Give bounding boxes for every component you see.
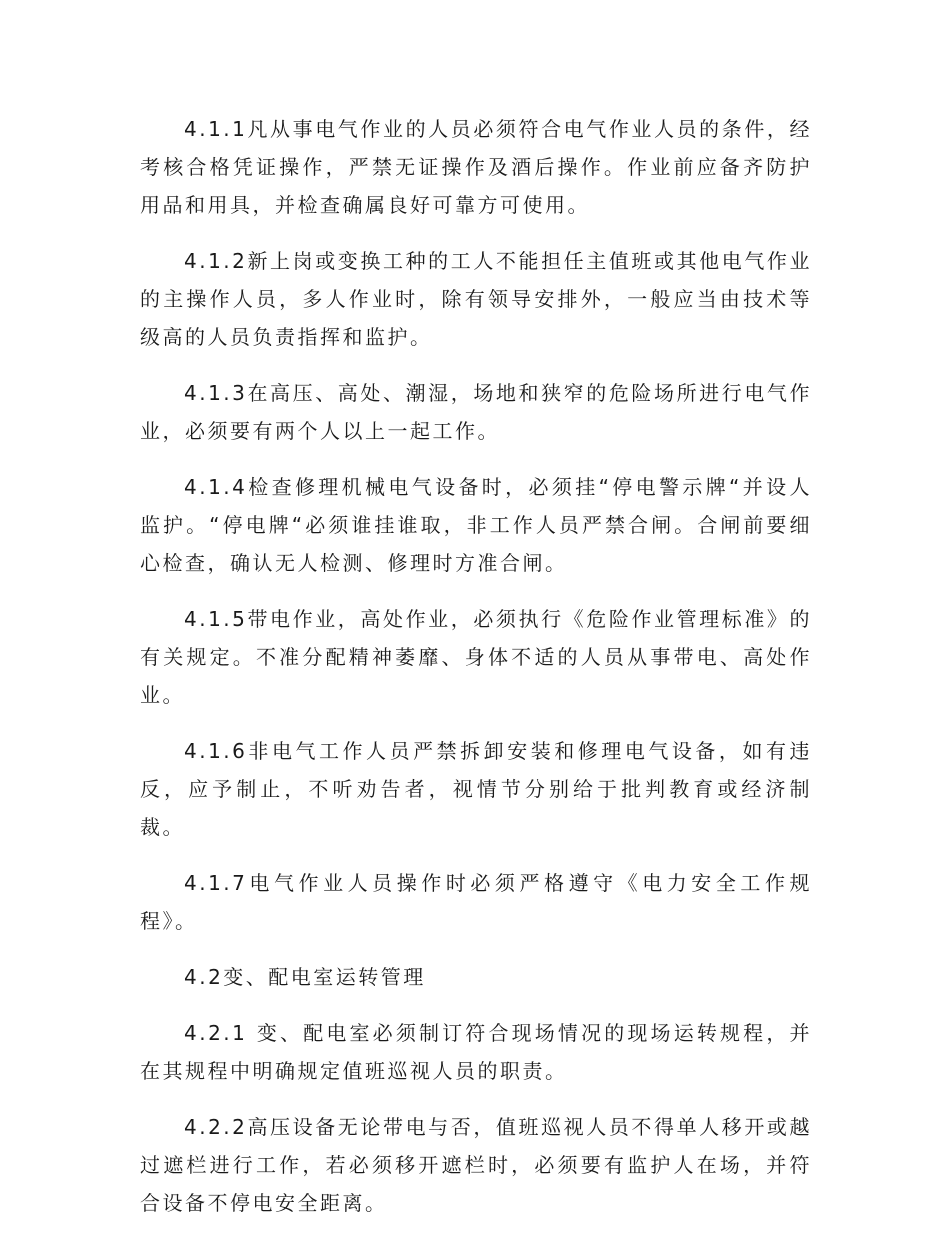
document-body bbox=[140, 110, 812, 1240]
paragraph-4-2-2: 4.2.2高压设备无论带电与否，值班巡视人员不得单人移开或越过遮栏进行工作，若必须移开遮栏时，必须要有监护人在场，并符合设备不停电安全距离。 bbox=[140, 1115, 812, 1215]
paragraph-4-1-4: 4.1.4检查修理机械电气设备时，必须挂“停电警示牌“并设人监护。“停电牌“必须谁挂谁取，非工作人员严禁合闸。合闸前要细心检查，确认无人检测、修理时方准合闸。 bbox=[140, 475, 812, 575]
paragraph-4-1-6: 4.1.6非电气工作人员严禁拆卸安装和修理电气设备，如有违反，应予制止，不听劝告者，视情节分别给于批判教育或经济制裁。 bbox=[140, 739, 812, 839]
paragraph-4-1-5: 4.1.5带电作业，高处作业，必须执行《危险作业管理标准》的有关规定。不准分配精神萎靡、身体不适的人员从事带电、高处作业。 bbox=[140, 607, 812, 707]
paragraph-4-1-7: 4.1.7电气作业人员操作时必须严格遵守《电力安全工作规程》。 bbox=[140, 871, 812, 933]
paragraph-4-2-1: 4.2.1 变、配电室必须制订符合现场情况的现场运转规程，并在其规程中明确规定值班巡视人员的职责。 bbox=[140, 1021, 812, 1083]
section-heading-4-2: 4.2变、配电室运转管理 bbox=[184, 965, 426, 989]
paragraph-4-1-2: 4.1.2新上岗或变换工种的工人不能担任主值班或其他电气作业的主操作人员，多人作业时，除有领导安排外，一般应当由技术等级高的人员负责指挥和监护。 bbox=[140, 249, 812, 349]
paragraph-4-1-3: 4.1.3在高压、高处、潮湿，场地和狭窄的危险场所进行电气作业，必须要有两个人以上一起工作。 bbox=[140, 381, 812, 443]
paragraph-4-1-1: 4.1.1凡从事电气作业的人员必须符合电气作业人员的条件，经考核合格凭证操作，严禁无证操作及酒后操作。作业前应备齐防护用品和用具，并检查确属良好可靠方可使用。 bbox=[140, 117, 812, 217]
